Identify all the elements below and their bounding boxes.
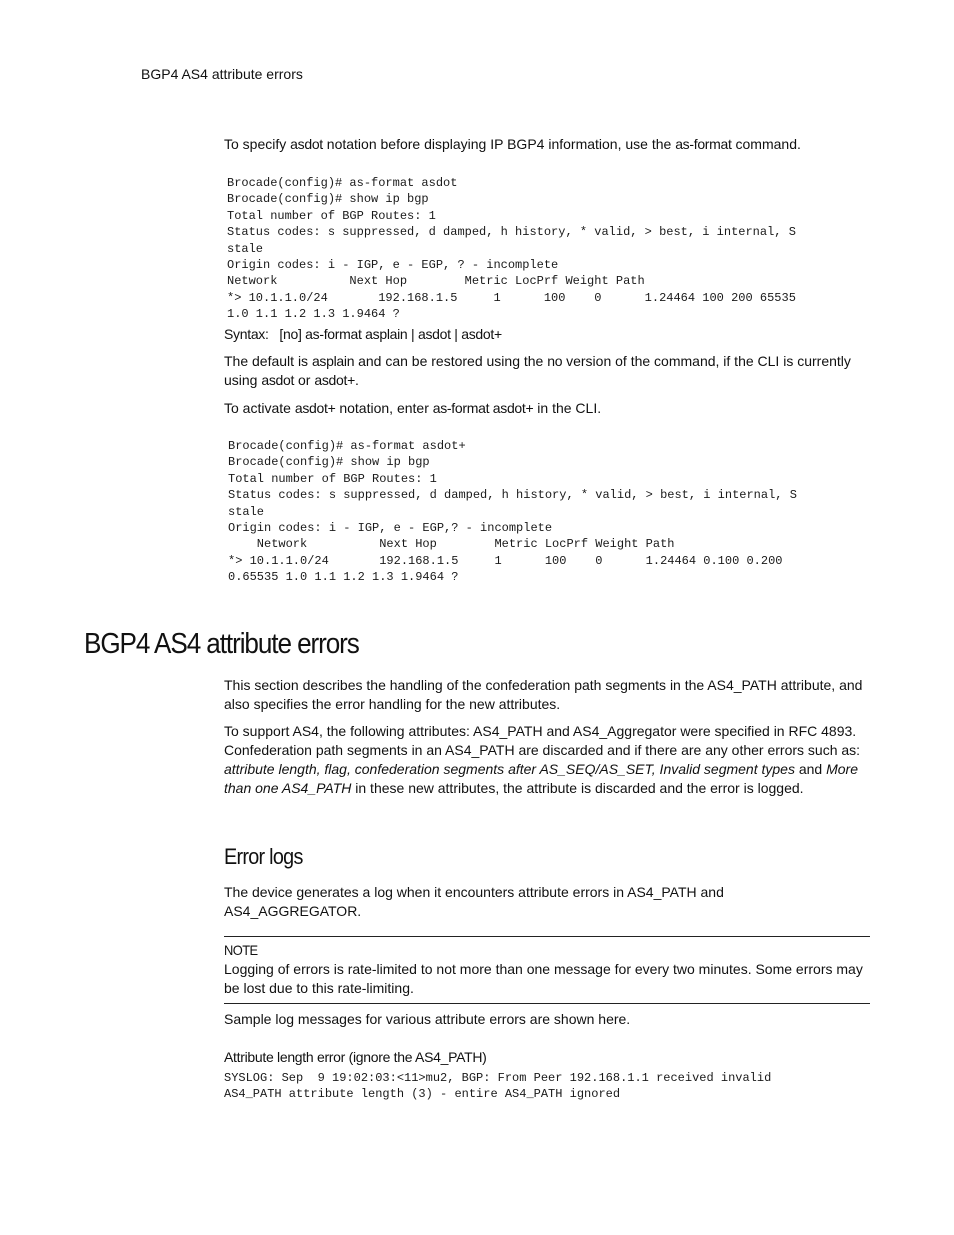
default-text: . bbox=[354, 372, 359, 388]
code-line: Brocade(config)# as-format asdot+ bbox=[228, 439, 466, 453]
section-title: BGP4 AS4 attribute errors bbox=[84, 628, 359, 660]
attribute-length-heading: Attribute length error (ignore the AS4_PATH) bbox=[224, 1049, 487, 1065]
syntax-line bbox=[224, 325, 502, 343]
code-line: Brocade(config)# show ip bgp bbox=[227, 192, 429, 207]
default-cmd-no: no bbox=[547, 353, 563, 369]
section-paragraph-1-text: This section describes the handling of the confederation path segments in the AS4_PATH attribute, and also specifies the error handling for the new attributes. bbox=[224, 677, 863, 712]
section-paragraph-2-italic: More than one AS4_PATH bbox=[224, 761, 859, 796]
default-text: version of the command, if the CLI is currently using bbox=[224, 353, 851, 388]
code-line: Status codes: s suppressed, d damped, h history, * valid, > best, i internal, S bbox=[228, 488, 797, 503]
code-line: stale bbox=[227, 241, 264, 256]
intro-text-mid: notation before displaying IP BGP4 information, use the bbox=[322, 136, 676, 152]
code-block-asdot-plus bbox=[228, 438, 797, 586]
activate-paragraph bbox=[224, 399, 870, 418]
code-line: 0.65535 1.0 1.1 1.2 1.3 1.9464 ? bbox=[228, 570, 459, 585]
code-line: Origin codes: i - IGP, e - EGP, ? - incomplete bbox=[227, 258, 559, 273]
section-paragraph-1 bbox=[224, 676, 870, 714]
code-line: Origin codes: i - IGP, e - EGP,? - incomplete bbox=[228, 521, 553, 536]
code-line: Network Next Hop Metric LocPrf Weight Path bbox=[228, 537, 675, 552]
syntax-command: as-format asplain bbox=[305, 326, 408, 342]
note-text: Logging of errors is rate-limited to not more than one message for every two minutes. Some errors may be lost due to this rate-limiting. bbox=[224, 961, 863, 996]
intro-cmd-asdot: asdot bbox=[290, 136, 323, 152]
code-line: stale bbox=[228, 504, 265, 519]
section-paragraph-2 bbox=[224, 722, 870, 798]
syntax-separator: | bbox=[411, 326, 415, 342]
code-line: Total number of BGP Routes: 1 bbox=[227, 208, 436, 223]
code-line: Brocade(config)# as-format asdot bbox=[227, 176, 458, 190]
code-line: Network Next Hop Metric LocPrf Weight Path bbox=[227, 274, 645, 289]
syslog-sample bbox=[224, 1070, 771, 1102]
section-paragraph-2-text: To support AS4, the following attributes: AS4_PATH and AS4_Aggregator were specified in RFC 4893. Confederation path segments in an AS4_PATH are discarded and if there are any other errors such as: bbox=[224, 723, 861, 758]
syntax-no: no bbox=[282, 326, 298, 342]
syntax-bracket-open: [ bbox=[279, 326, 283, 342]
code-block-asdot bbox=[227, 175, 796, 323]
syslog-line: AS4_PATH attribute length (3) - entire AS4_PATH ignored bbox=[224, 1087, 621, 1102]
default-cmd-asplain: asplain bbox=[311, 353, 355, 369]
default-text: or bbox=[294, 372, 315, 388]
error-logs-text: The device generates a log when it encounters attribute errors in AS4_PATH and AS4_AGGREGATOR. bbox=[224, 884, 724, 919]
code-line: Brocade(config)# show ip bgp bbox=[228, 455, 430, 470]
syntax-label: Syntax: bbox=[224, 326, 269, 342]
code-line: 1.0 1.1 1.2 1.3 1.9464 ? bbox=[227, 307, 400, 322]
activate-text: To activate bbox=[224, 400, 295, 416]
activate-cmd-as-format: as-format asdot+ bbox=[432, 400, 534, 416]
running-header: BGP4 AS4 attribute errors bbox=[141, 66, 303, 82]
intro-text: To specify bbox=[224, 136, 291, 152]
note-label: NOTE bbox=[224, 942, 258, 958]
intro-text-post: command. bbox=[731, 136, 801, 152]
sample-paragraph bbox=[224, 1010, 870, 1029]
syntax-separator: | bbox=[454, 326, 458, 342]
default-text: The default is bbox=[224, 353, 312, 369]
code-line: *> 10.1.1.0/24 192.168.1.5 1 100 0 1.24464 0.100 0.200 bbox=[228, 553, 783, 568]
section-paragraph-2-text: and bbox=[794, 761, 827, 777]
activate-text: in the CLI. bbox=[533, 400, 602, 416]
intro-paragraph bbox=[224, 135, 870, 154]
activate-cmd-asdot-plus: asdot+ bbox=[294, 400, 336, 416]
section-paragraph-2-text: in these new attributes, the attribute is discarded and the error is logged. bbox=[351, 780, 804, 796]
section-paragraph-2-italic: attribute length, flag, confederation segments after AS_SEQ/AS_SET, Invalid segment types bbox=[224, 761, 795, 777]
code-line: Status codes: s suppressed, d damped, h history, * valid, > best, i internal, S bbox=[227, 225, 796, 240]
syntax-option-asdot: asdot bbox=[417, 326, 451, 342]
intro-cmd-as-format: as-format bbox=[675, 136, 732, 152]
syntax-bracket-close: ] bbox=[297, 326, 302, 342]
default-cmd-asdot-plus: asdot+ bbox=[314, 372, 355, 388]
note-box bbox=[224, 936, 870, 1004]
sample-text: Sample log messages for various attribute errors are shown here. bbox=[224, 1011, 631, 1027]
code-line: Total number of BGP Routes: 1 bbox=[228, 471, 437, 486]
code-line: *> 10.1.1.0/24 192.168.1.5 1 100 0 1.24464 100 200 65535 bbox=[227, 290, 796, 305]
activate-text: notation, enter bbox=[335, 400, 433, 416]
error-logs-paragraph bbox=[224, 883, 784, 921]
subsection-title: Error logs bbox=[224, 844, 303, 869]
syslog-line: SYSLOG: Sep 9 19:02:03:<11>mu2, BGP: From Peer 192.168.1.1 received invalid bbox=[224, 1071, 772, 1085]
syntax-option-asdot-plus: asdot+ bbox=[461, 326, 502, 342]
default-cmd-asdot: asdot bbox=[261, 372, 295, 388]
default-paragraph bbox=[224, 352, 870, 390]
default-text: and can be restored using the bbox=[354, 353, 548, 369]
